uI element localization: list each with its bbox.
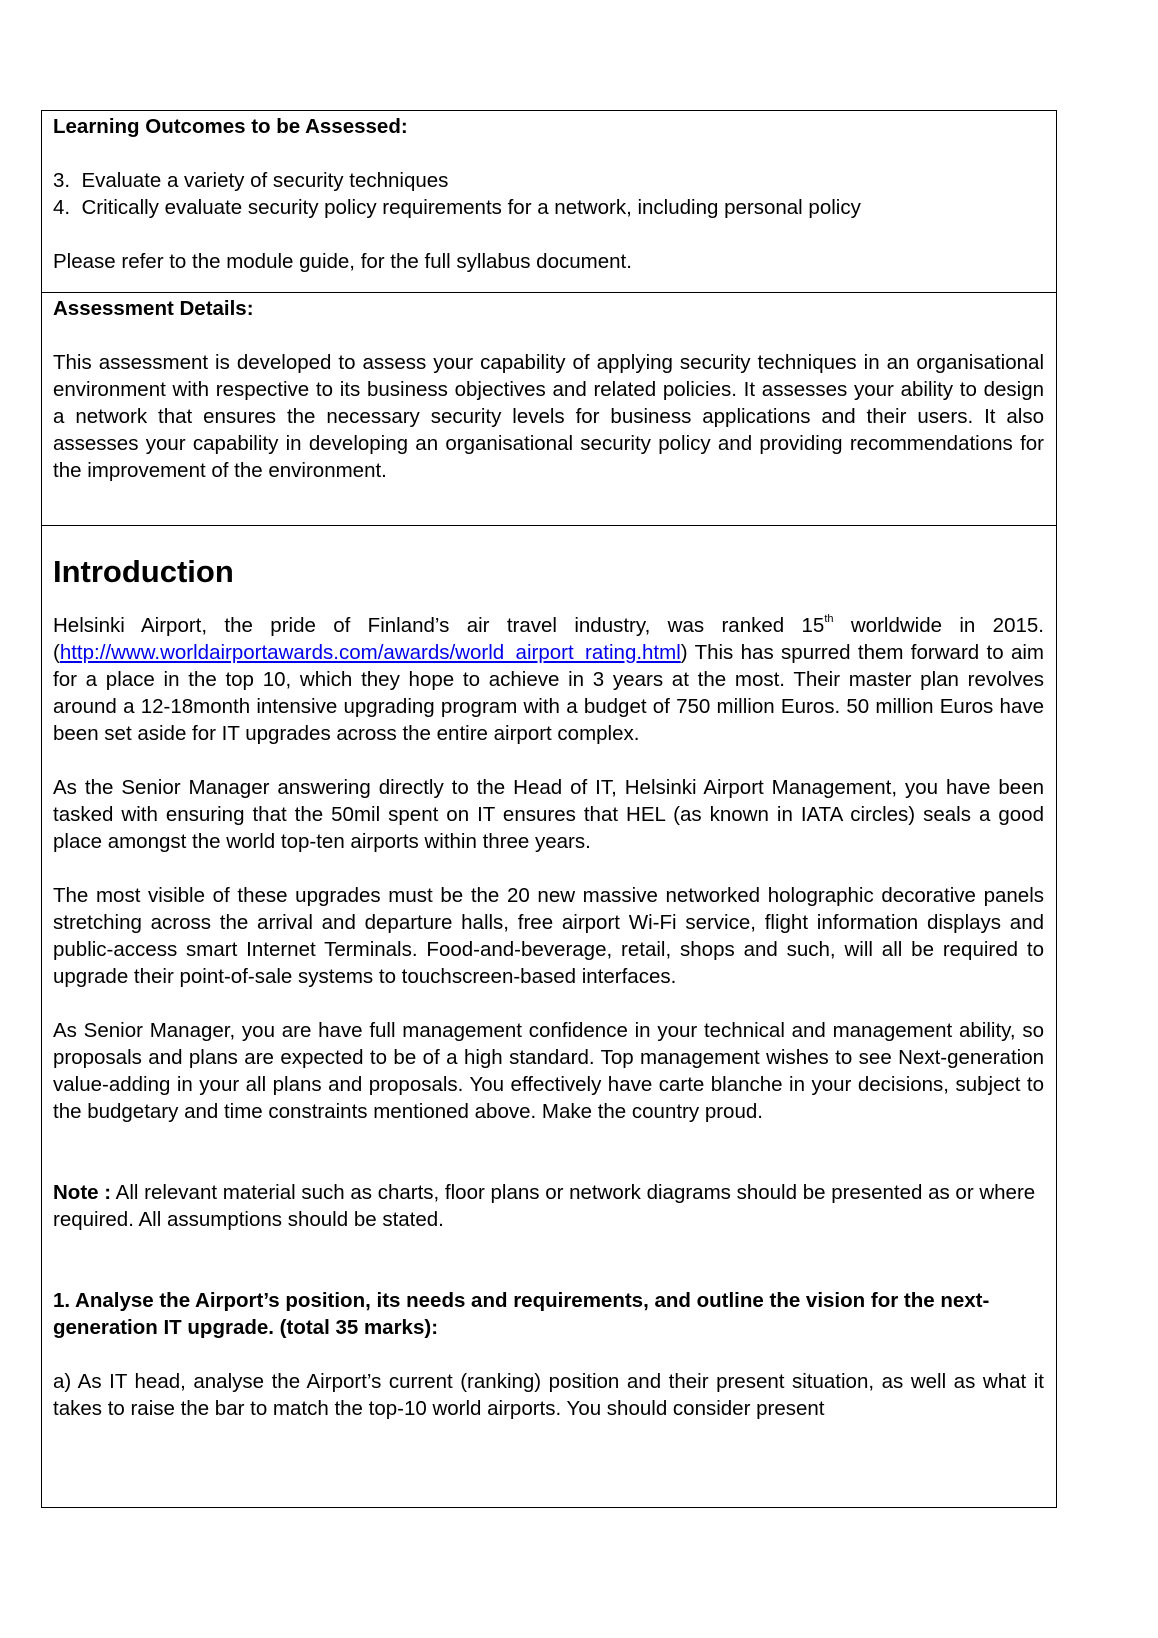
introduction-paragraph-4: As Senior Manager, you are have full management confidence in your technical and management ability, so proposals and plans are expected to be of a high standard. Top management wishes to see Next-generation value-adding in your all plans and proposals. You effectively have carte blanche in your decisions, subject to the budgetary and time constraints mentioned above. Make the country proud. xyxy=(53,1019,1044,1123)
introduction-paragraph-3: The most visible of these upgrades must be the 20 new massive networked holographic decorative panels stretching across the arrival and departure halls, free airport Wi-Fi service, flight information displays and public-access smart Internet Terminals. Food-and-beverage, retail, shops and such, will all be required to upgrade their point-of-sale systems to touchscreen-based interfaces. xyxy=(53,884,1044,988)
introduction-cell xyxy=(42,526,1057,1508)
spacer xyxy=(53,322,1044,349)
ordinal-suffix: th xyxy=(824,613,834,626)
intro-p1-text: Helsinki Airport, the pride of Finland’s air travel industry, was ranked 15 xyxy=(53,614,825,637)
learning-outcomes-heading: Learning Outcomes to be Assessed: xyxy=(53,115,408,138)
note-paragraph xyxy=(53,1179,1044,1233)
assessment-details-body: This assessment is developed to assess your capability of applying security techniques in an organisational environment with respective to its business objectives and related policies. It assesses your ability to design a network that ensures the necessary security levels for business applications and their users. It also assesses your capability in developing an organisational security policy and providing recommendations for the improvement of the environment. xyxy=(53,351,1044,482)
learning-outcome-item: 3. Evaluate a variety of security techniques xyxy=(53,169,449,192)
assessment-details-cell xyxy=(42,293,1057,526)
assessment-details-heading: Assessment Details: xyxy=(53,297,254,320)
spacer xyxy=(53,221,1044,248)
spacer xyxy=(53,1341,1044,1368)
learning-outcomes-cell xyxy=(42,111,1057,293)
learning-outcome-item: 4. Critically evaluate security policy requirements for a network, including personal policy xyxy=(53,196,861,219)
assessment-table xyxy=(41,110,1057,1508)
intro-p1-text: worldwide in 2015. ( xyxy=(53,614,1044,664)
spacer xyxy=(53,990,1044,1017)
syllabus-note: Please refer to the module guide, for the full syllabus document. xyxy=(53,250,632,273)
spacer xyxy=(53,1260,1044,1287)
note-label: Note : xyxy=(53,1181,112,1204)
spacer xyxy=(53,1125,1044,1152)
note-text: All relevant material such as charts, floor plans or network diagrams should be presented as or where required. All assumptions should be stated. xyxy=(53,1181,1036,1231)
introduction-paragraph-1 xyxy=(53,612,1044,747)
spacer xyxy=(53,747,1044,774)
introduction-paragraph-2: As the Senior Manager answering directly to the Head of IT, Helsinki Airport Management, you have been tasked with ensuring that the 50mil spent on IT ensures that HEL (as known in IATA circles) seals a good place amongst the world top-ten airports within three years. xyxy=(53,776,1044,853)
question-1-heading: 1. Analyse the Airport’s position, its needs and requirements, and outline the vision for the next-generation IT upgrade. (total 35 marks): xyxy=(53,1289,990,1339)
spacer xyxy=(53,140,1044,167)
spacer xyxy=(53,1152,1044,1179)
question-1a-text: a) As IT head, analyse the Airport’s current (ranking) position and their present situation, as well as what it takes to raise the bar to match the top-10 world airports. You should consider present xyxy=(53,1370,1044,1420)
spacer xyxy=(53,1233,1044,1260)
intro-p1-text: ) This has spurred them forward to aim for a place in the top 10, which they hope to achieve in 3 years at the most. Their master plan revolves around a 12-18month intensive upgrading program with a budget of 750 million Euros. 50 million Euros have been set aside for IT upgrades across the entire airport complex. xyxy=(53,641,1044,745)
spacer xyxy=(53,855,1044,882)
world-airport-awards-link[interactable]: http://www.worldairportawards.com/awards/world_airport_rating.html xyxy=(59,641,681,664)
introduction-heading: Introduction xyxy=(53,554,234,589)
